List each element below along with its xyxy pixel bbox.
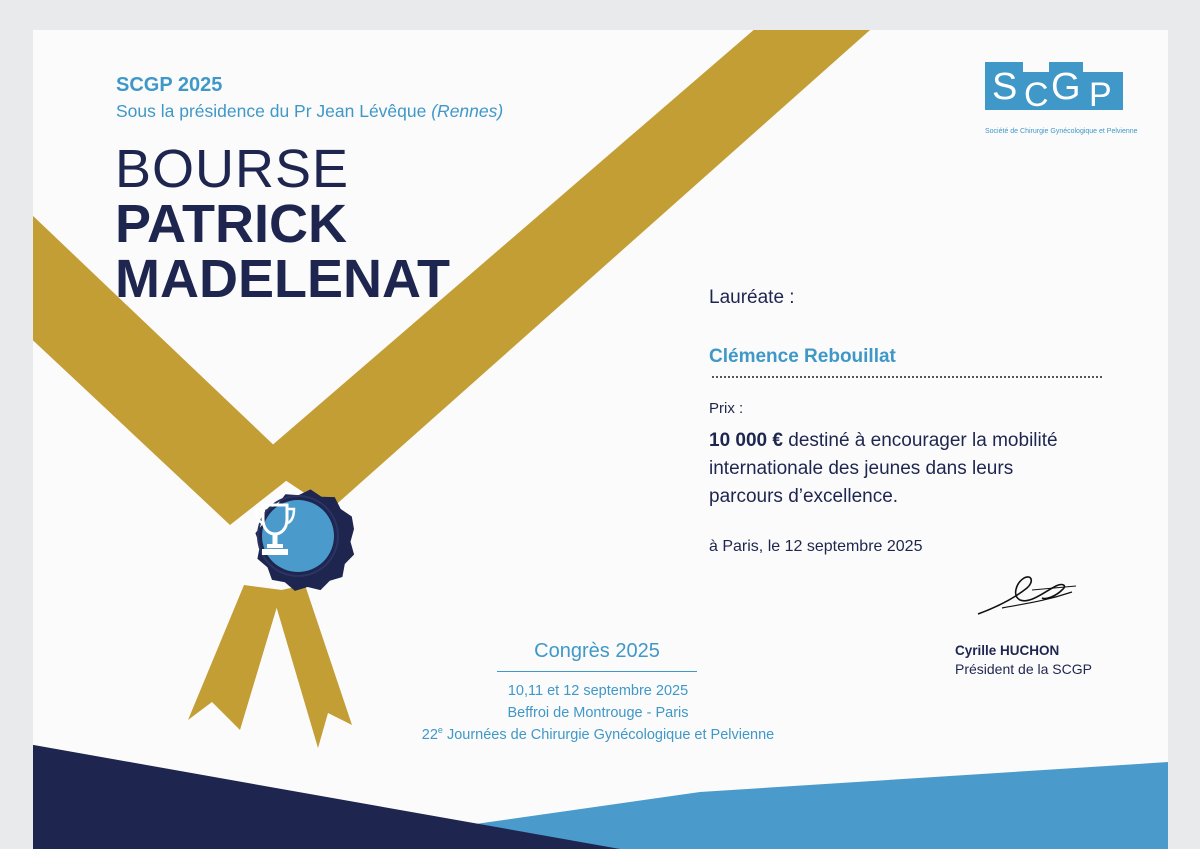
ribbon-tail-left: [188, 585, 282, 730]
logo-letter-c: C: [1024, 76, 1049, 114]
congress-underline: [497, 671, 697, 672]
award-title-line1: BOURSE: [115, 139, 350, 199]
laureate-label: Lauréate :: [709, 287, 795, 308]
scgp-logo: [985, 62, 1125, 124]
signatory-name: Cyrille HUCHON: [955, 643, 1060, 658]
edition-number: 22: [421, 726, 438, 743]
congress-edition: [300, 725, 896, 743]
award-title: [115, 139, 450, 309]
logo-letter-p: P: [1089, 76, 1112, 114]
edition-sup: e: [437, 725, 443, 735]
prize-line-3: parcours d’excellence.: [709, 486, 899, 507]
dotted-divider: [712, 376, 1102, 378]
edition-text: Journées de Chirurgie Gynécologique et Pelvienne: [442, 726, 775, 743]
signatory-title: Président de la SCGP: [955, 661, 1092, 677]
prize-amount: 10 000 €: [709, 430, 783, 451]
prize-line-2: internationale des jeunes dans leurs: [709, 458, 1014, 479]
laureate-name: Clémence Rebouillat: [709, 346, 896, 367]
bottom-band-navy: [0, 739, 620, 849]
signature: [972, 568, 1087, 620]
prize-description: [709, 427, 1129, 511]
award-title-line3: MADELENAT: [115, 249, 450, 309]
prize-line-1: [709, 427, 1129, 455]
logo-subtitle: Société de Chirurgie Gynécologique et Pelvienne: [985, 128, 1138, 135]
logo-letter-g: G: [1051, 66, 1081, 108]
congress-venue: Beffroi de Montrouge - Paris: [507, 705, 689, 721]
award-title-line2: PATRICK: [115, 194, 347, 254]
logo-letter-s: S: [992, 66, 1018, 108]
ribbon-tail-right: [272, 585, 352, 748]
prize-line1-rest: destiné à encourager la mobilité: [782, 430, 1058, 451]
presidency-line: [116, 101, 503, 122]
congress-dates: 10,11 et 12 septembre 2025: [507, 683, 689, 699]
trophy-icon: [249, 499, 301, 563]
prize-label: Prix :: [709, 400, 744, 417]
presidency-text: Sous la présidence du Pr Jean Lévêque: [116, 101, 427, 121]
date-place: à Paris, le 12 septembre 2025: [709, 538, 923, 555]
presidency-city: (Rennes): [431, 101, 504, 121]
congress-title: Congrès 2025: [534, 640, 660, 662]
congress-year-title: SCGP 2025: [116, 74, 223, 96]
